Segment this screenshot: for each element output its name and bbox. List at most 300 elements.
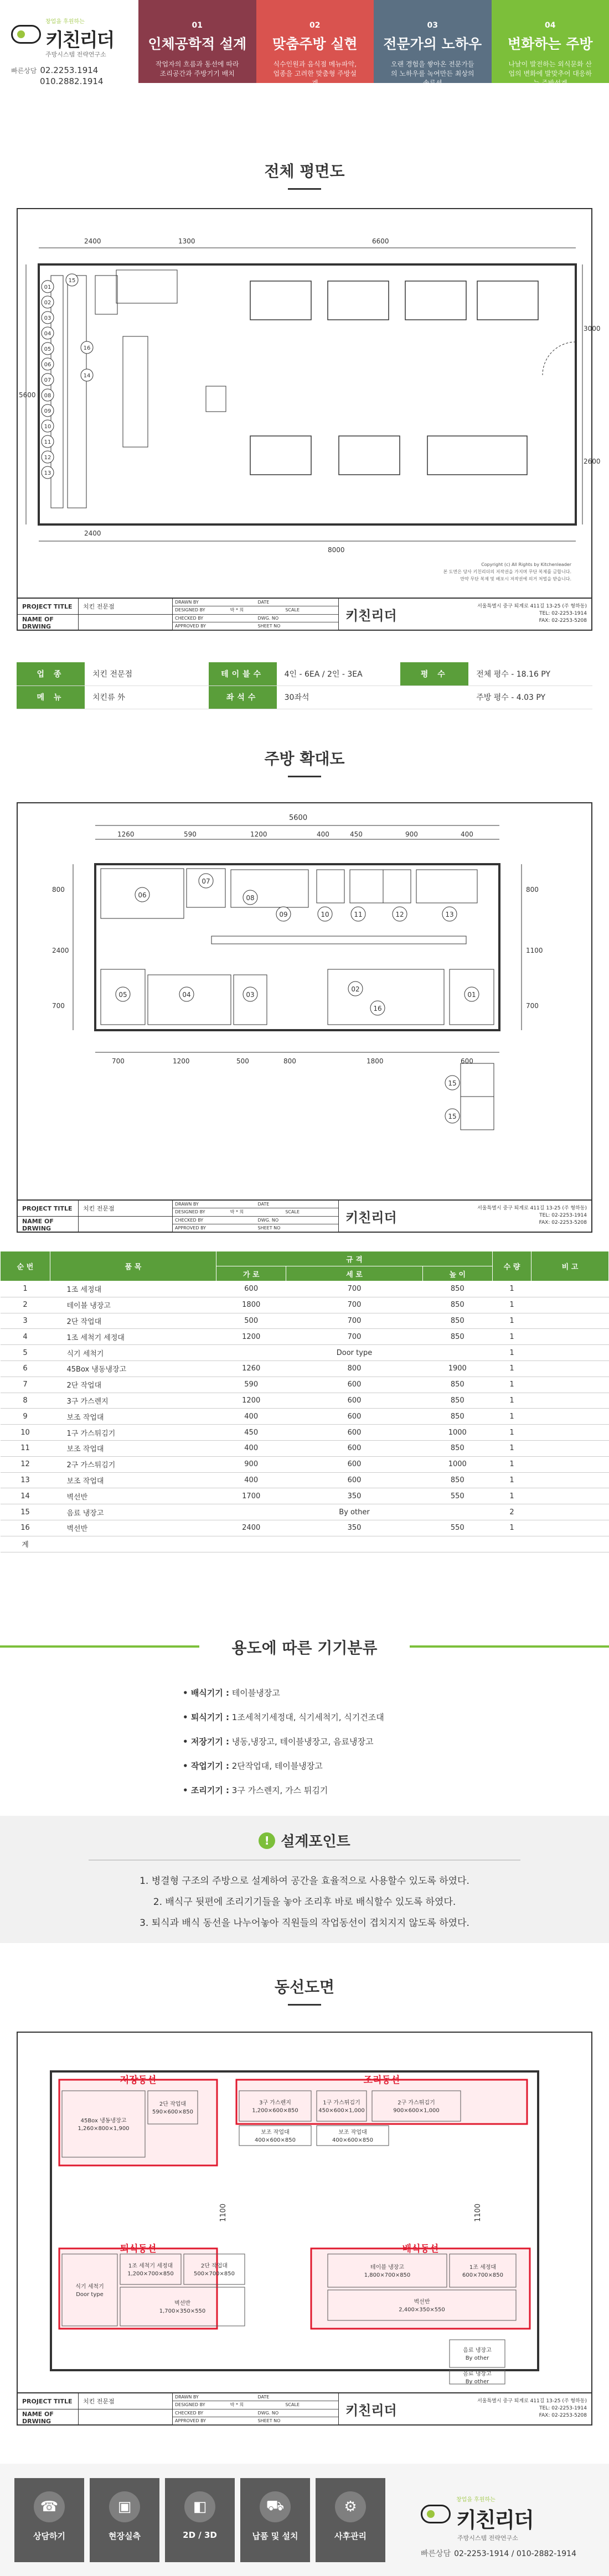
- detail-label-13: [442, 907, 457, 921]
- service-tile-1[interactable]: [14, 2478, 84, 2562]
- table-row: [1, 1377, 609, 1393]
- flow-item: [450, 2370, 505, 2385]
- equipment-header: 세 로: [286, 1266, 422, 1281]
- table-cell: 1: [493, 1377, 531, 1393]
- table-cell: 1조 세정대: [50, 1281, 216, 1297]
- table-cell: 계: [1, 1536, 50, 1552]
- svg-text:05: 05: [118, 991, 127, 999]
- classification-item: • 배식기기 : 테이블냉장고: [183, 1688, 280, 1698]
- svg-text:저장동선: 저장동선: [120, 2075, 157, 2086]
- detail-dim-left-2: 2400: [52, 947, 69, 954]
- detail-dim-top-3: 1200: [250, 830, 267, 838]
- service-icon: ☎: [34, 2491, 65, 2522]
- page-footer: [0, 2464, 609, 2576]
- service-icon: ◧: [184, 2491, 215, 2522]
- table-cell: 600: [286, 1393, 422, 1409]
- detail-dim-left-1: 800: [52, 886, 65, 894]
- footer-brand: [421, 2495, 576, 2559]
- feature-title: 변화하는 주방: [507, 36, 593, 52]
- flow-plan-title: 동선도면: [0, 1975, 609, 2006]
- classification-label: 퇴식기기 :: [190, 1712, 229, 1722]
- page-header: [0, 0, 609, 87]
- detail-label-11: [351, 907, 365, 921]
- table-cell: 음료 냉장고: [50, 1504, 216, 1520]
- plan-label-01: [42, 281, 54, 293]
- plan-dim-left: 5600: [19, 391, 36, 399]
- service-tile-5[interactable]: [316, 2478, 385, 2562]
- table-cell: 1000: [422, 1425, 492, 1441]
- svg-text:식기 세척기: 식기 세척기: [75, 2284, 104, 2290]
- classification-value: 3구 가스렌지, 가스 튀김기: [231, 1785, 328, 1795]
- classification-value: 냉동,냉장고, 테이블냉장고, 음료냉장고: [231, 1737, 374, 1747]
- detail-dim-top-1: 1260: [117, 830, 135, 838]
- tb-logo: 키친리더: [345, 607, 397, 624]
- detail-dim-bottom-1: 700: [112, 1057, 125, 1065]
- plan-label-12: [42, 451, 54, 463]
- service-label: 납품 및 설치: [252, 2531, 298, 2541]
- table-cell: 1: [493, 1456, 531, 1472]
- table-cell: 2단 작업대: [50, 1313, 216, 1329]
- svg-text:1,800×700×850: 1,800×700×850: [364, 2272, 411, 2278]
- flow-plan-svg: [18, 2033, 591, 2391]
- table-cell: 벽선반: [50, 1520, 216, 1536]
- table-cell: 850: [422, 1297, 492, 1313]
- footer-logo-tag: 주방시스템 전략연구소: [457, 2535, 518, 2542]
- table-cell: 1: [493, 1472, 531, 1488]
- table-cell: 600: [286, 1456, 422, 1472]
- svg-text:1,260×800×1,900: 1,260×800×1,900: [78, 2126, 130, 2132]
- svg-text:09: 09: [44, 408, 51, 414]
- svg-text:11: 11: [354, 911, 363, 918]
- svg-text:보조 작업대: 보조 작업대: [261, 2130, 290, 2136]
- table-cell: 400: [216, 1440, 286, 1456]
- table-row: [1, 1488, 609, 1504]
- table-cell: 1: [493, 1409, 531, 1425]
- feature-title: 전문가의 노하우: [383, 36, 482, 52]
- table-cell: 400: [216, 1472, 286, 1488]
- svg-text:03: 03: [246, 991, 255, 999]
- service-icon: ⚙: [335, 2491, 366, 2522]
- table-cell: 8: [1, 1393, 50, 1409]
- svg-text:400×600×850: 400×600×850: [254, 2137, 296, 2143]
- service-tile-4[interactable]: [240, 2478, 310, 2562]
- flow-zone-4: [311, 2243, 530, 2329]
- tb-labels: PROJECT TITLE NAME OF DRWING: [18, 2393, 79, 2424]
- table-cell: 45Box 냉동냉장고: [50, 1360, 216, 1377]
- table-cell: 450: [216, 1425, 286, 1441]
- svg-text:벽선반: 벽선반: [414, 2299, 430, 2305]
- equipment-header: 가 로: [216, 1266, 286, 1281]
- plan-label-05: [42, 342, 54, 355]
- table-cell: 2: [493, 1504, 531, 1520]
- feature-number: 04: [545, 21, 556, 30]
- table-cell: 테이블 냉장고: [50, 1297, 216, 1313]
- table-cell: 1: [493, 1313, 531, 1329]
- table-cell: [531, 1409, 609, 1425]
- svg-text:1,200×600×850: 1,200×600×850: [252, 2107, 298, 2114]
- detail-dim-right-3: 700: [526, 1002, 539, 1010]
- detail-dim-top-7: 400: [461, 830, 473, 838]
- table-cell: 850: [422, 1472, 492, 1488]
- detail-equipment-labels: [116, 874, 479, 1123]
- plan-label-14: [81, 369, 93, 381]
- classification-list: [183, 1681, 570, 1803]
- table-row: [1, 1472, 609, 1488]
- svg-text:16: 16: [373, 1005, 382, 1012]
- info-value: 전체 평수 - 18.16 PY: [468, 662, 592, 685]
- table-cell: 700: [286, 1329, 422, 1345]
- floor-plan-svg: [18, 209, 601, 596]
- table-cell: 550: [422, 1520, 492, 1536]
- svg-text:450×600×1,000: 450×600×1,000: [318, 2107, 365, 2114]
- table-cell: 550: [422, 1488, 492, 1504]
- detail-label-15: [445, 1109, 460, 1123]
- table-cell: [422, 1504, 492, 1520]
- table-cell: [531, 1377, 609, 1393]
- detail-label-01: [465, 987, 479, 1001]
- tb-signoff: DRAWN BY DATE DESIGNED BY 박 * 희 SCALE CHECKED BY DWG. NO APPROVED BY SHEET NO: [173, 1201, 339, 1232]
- feature-card-4: [492, 0, 609, 87]
- detail-dim-total: 5600: [289, 814, 308, 822]
- table-cell: 보조 작업대: [50, 1472, 216, 1488]
- classification-label: 조리기기 :: [190, 1785, 229, 1795]
- info-row: [17, 685, 592, 709]
- info-value: 주방 평수 - 4.03 PY: [468, 685, 592, 709]
- table-cell: 1200: [216, 1393, 286, 1409]
- feature-card-1: [138, 0, 256, 83]
- table-cell: 1조 세척기 세정대: [50, 1329, 216, 1345]
- equipment-table: [0, 1251, 609, 1552]
- svg-text:07: 07: [202, 877, 210, 885]
- detail-label-02: [348, 981, 363, 996]
- feature-desc: 오랜 경험을 쌓아온 전문가들의 노하우를 녹여만든 최상의 솔루션: [390, 60, 474, 87]
- table-cell: [286, 1536, 422, 1552]
- table-row: [1, 1536, 609, 1552]
- table-cell: 보조 작업대: [50, 1409, 216, 1425]
- table-cell: 2구 가스튀김기: [50, 1456, 216, 1472]
- footer-contact[interactable]: 빠른상담 02-2253-1914 / 010-2882-1914: [421, 2549, 576, 2558]
- tb-project-value: 치킨 전문점: [79, 1201, 173, 1232]
- table-cell: 1: [493, 1393, 531, 1409]
- info-value: 치킨 전문점: [85, 662, 209, 685]
- detail-dim-top-2: 590: [184, 830, 197, 838]
- detail-label-09: [276, 907, 291, 921]
- tb-signoff: DRAWN BY DATE DESIGNED BY 박 * 희 SCALE CHECKED BY DWG. NO APPROVED BY SHEET NO: [173, 599, 339, 630]
- table-row: [1, 1345, 609, 1361]
- plan-dim-top-1: 2400: [84, 237, 101, 245]
- table-cell: 10: [1, 1425, 50, 1441]
- plan-titleblock: [18, 598, 591, 630]
- table-cell: 600: [216, 1281, 286, 1297]
- table-row: [1, 1440, 609, 1456]
- plan-label-04: [42, 327, 54, 339]
- table-cell: Door type: [286, 1345, 422, 1361]
- table-cell: [531, 1313, 609, 1329]
- detail-titleblock: [18, 1199, 591, 1232]
- svg-text:Door type: Door type: [76, 2292, 104, 2298]
- table-cell: [216, 1504, 286, 1520]
- service-tile-3[interactable]: [165, 2478, 235, 2562]
- svg-text:04: 04: [44, 331, 51, 337]
- table-cell: 590: [216, 1377, 286, 1393]
- exclamation-icon: !: [259, 1832, 275, 1849]
- table-cell: [531, 1488, 609, 1504]
- table-cell: 500: [216, 1313, 286, 1329]
- flow-dim-left: 1100: [219, 2203, 228, 2222]
- design-points-panel: [0, 1816, 609, 1943]
- info-label: 테이블수: [209, 662, 277, 685]
- info-label: 메 뉴: [17, 685, 85, 709]
- table-cell: 식기 세척기: [50, 1345, 216, 1361]
- detail-dim-right-1: 800: [526, 886, 539, 894]
- table-cell: 1700: [216, 1488, 286, 1504]
- service-label: 사후관리: [334, 2531, 367, 2541]
- flow-zone-2: [236, 2074, 527, 2124]
- contact-phone-2[interactable]: 010.2882.1914: [40, 76, 104, 86]
- table-cell: [531, 1329, 609, 1345]
- table-cell: 850: [422, 1281, 492, 1297]
- table-cell: 850: [422, 1329, 492, 1345]
- svg-text:1조 세척기 세정대: 1조 세척기 세정대: [128, 2263, 173, 2269]
- plan-label-03: [42, 311, 54, 324]
- svg-text:15: 15: [448, 1079, 457, 1087]
- svg-text:1조 세정대: 1조 세정대: [469, 2265, 497, 2271]
- tb-project-value: 치킨 전문점: [79, 599, 173, 630]
- info-label: [400, 685, 468, 709]
- feature-title: 맞춤주방 실현: [272, 36, 358, 52]
- svg-text:1구 가스튀김기: 1구 가스튀김기: [323, 2100, 360, 2106]
- divider-right: [410, 1645, 609, 1648]
- feature-desc: 식수인원과 음식점 메뉴파악, 업종을 고려한 맞춤형 주방설계: [273, 60, 357, 87]
- table-cell: 1800: [216, 1297, 286, 1313]
- detail-dim-top-4: 400: [317, 830, 329, 838]
- table-row: [1, 1360, 609, 1377]
- table-cell: By other: [286, 1504, 422, 1520]
- detail-label-05: [116, 987, 130, 1001]
- detail-dim-bottom-3: 500: [236, 1057, 249, 1065]
- kitchen-detail-title: 주방 확대도: [0, 747, 609, 777]
- table-cell: 1: [493, 1488, 531, 1504]
- svg-text:2단 작업대: 2단 작업대: [200, 2263, 228, 2269]
- table-cell: 15: [1, 1504, 50, 1520]
- classification-label: 배식기기 :: [190, 1688, 229, 1698]
- table-cell: 3구 가스렌지: [50, 1393, 216, 1409]
- info-label: 좌석수: [209, 685, 277, 709]
- svg-text:03: 03: [44, 315, 51, 321]
- table-cell: 700: [286, 1297, 422, 1313]
- svg-text:1,200×700×850: 1,200×700×850: [127, 2271, 174, 2277]
- table-cell: 1260: [216, 1360, 286, 1377]
- svg-text:11: 11: [44, 439, 51, 445]
- svg-text:600×700×850: 600×700×850: [462, 2272, 504, 2278]
- table-cell: 1: [493, 1360, 531, 1377]
- svg-text:14: 14: [83, 373, 91, 379]
- table-cell: 14: [1, 1488, 50, 1504]
- table-cell: 1: [493, 1345, 531, 1361]
- tb-project-value: 치킨 전문점: [79, 2393, 173, 2424]
- table-cell: 1구 가스튀김기: [50, 1425, 216, 1441]
- table-cell: 700: [286, 1313, 422, 1329]
- table-cell: 1900: [422, 1360, 492, 1377]
- detail-dim-top-5: 450: [350, 830, 363, 838]
- brand-block: [0, 0, 138, 86]
- service-tile-2[interactable]: [90, 2478, 159, 2562]
- info-value: 30좌석: [277, 685, 401, 709]
- floor-plan-title: 전체 평면도: [0, 159, 609, 190]
- table-cell: [531, 1297, 609, 1313]
- service-icon: ⛟: [260, 2491, 291, 2522]
- feature-card-3: [374, 0, 492, 87]
- svg-text:01: 01: [44, 284, 51, 290]
- equipment-header: 수 량: [493, 1251, 531, 1281]
- table-cell: 850: [422, 1440, 492, 1456]
- table-cell: 3: [1, 1313, 50, 1329]
- store-info-table: [17, 662, 592, 709]
- svg-text:01: 01: [467, 991, 476, 999]
- table-cell: 600: [286, 1440, 422, 1456]
- classification-item: • 조리기기 : 3구 가스렌지, 가스 튀김기: [183, 1785, 328, 1795]
- footer-logo-icon: [421, 2505, 451, 2523]
- classification-item: • 저장기기 : 냉동,냉장고, 테이블냉장고, 음료냉장고: [183, 1737, 374, 1747]
- table-cell: 1000: [422, 1456, 492, 1472]
- table-cell: 4: [1, 1329, 50, 1345]
- flow-item: [317, 2126, 389, 2146]
- table-cell: 2: [1, 1297, 50, 1313]
- design-point: 2. 배식구 뒷편에 조리기기들을 놓아 조리후 바로 배식할수 있도록 하였다.: [153, 1897, 456, 1908]
- table-cell: 9: [1, 1409, 50, 1425]
- plan-label-11: [42, 435, 54, 448]
- svg-text:2단 작업대: 2단 작업대: [159, 2101, 187, 2107]
- plan-dim-top-2: 1300: [178, 237, 195, 245]
- table-cell: [531, 1472, 609, 1488]
- plan-label-07: [42, 373, 54, 386]
- detail-dim-top-6: 900: [405, 830, 418, 838]
- tb-labels: PROJECT TITLE NAME OF DRWING: [18, 1201, 79, 1232]
- svg-text:08: 08: [246, 894, 255, 902]
- feature-number: 03: [427, 21, 438, 30]
- table-cell: 600: [286, 1472, 422, 1488]
- detail-label-06: [135, 887, 149, 902]
- kitchen-detail-drawing: [17, 802, 592, 1233]
- contact-phone-1: 빠른상담 02.2253.1914: [11, 65, 99, 75]
- svg-text:09: 09: [279, 911, 288, 918]
- design-point: 3. 퇴식과 배식 동선을 나누어놓아 직원들의 작업동선이 겹치지지 않도록 하였다.: [140, 1918, 469, 1929]
- classification-value: 2단작업대, 테이블냉장고: [231, 1761, 323, 1771]
- design-points-divider: [89, 1860, 520, 1861]
- table-cell: 850: [422, 1393, 492, 1409]
- classification-item: • 작업기기 : 2단작업대, 테이블냉장고: [183, 1761, 323, 1771]
- feature-desc: 나날이 발전하는 외식문화 산업의 변화에 발맞추어 대응하는 주방설계: [508, 60, 592, 87]
- table-cell: [531, 1281, 609, 1297]
- svg-text:10: 10: [44, 424, 51, 430]
- svg-text:13: 13: [44, 470, 51, 476]
- table-cell: [216, 1536, 286, 1552]
- svg-text:08: 08: [44, 393, 51, 399]
- svg-text:04: 04: [182, 991, 191, 999]
- classification-label: 작업기기 :: [190, 1761, 229, 1771]
- svg-text:500×700×850: 500×700×850: [193, 2271, 235, 2277]
- table-cell: 보조 작업대: [50, 1440, 216, 1456]
- table-cell: [531, 1520, 609, 1536]
- detail-dim-right-2: 1100: [526, 947, 543, 954]
- plan-dim-bottom: 8000: [328, 546, 345, 554]
- plan-label-13: [42, 466, 54, 479]
- table-row: [1, 1313, 609, 1329]
- design-points-title: 설계포인트: [281, 1834, 350, 1850]
- tb-logo: 키친리더: [345, 1209, 397, 1225]
- plan-label-08: [42, 389, 54, 401]
- flow-item: [239, 2126, 311, 2146]
- svg-text:900×600×1,000: 900×600×1,000: [393, 2107, 440, 2114]
- table-cell: 벽선반: [50, 1488, 216, 1504]
- svg-text:1,700×350×550: 1,700×350×550: [159, 2308, 206, 2314]
- table-cell: 1: [493, 1440, 531, 1456]
- detail-label-04: [179, 987, 194, 1001]
- table-cell: [531, 1440, 609, 1456]
- table-cell: 400: [216, 1409, 286, 1425]
- table-cell: 11: [1, 1440, 50, 1456]
- plan-dim-right-1: 3000: [584, 325, 601, 333]
- flow-item: [450, 2340, 505, 2367]
- plan-label-09: [42, 404, 54, 417]
- detail-label-08: [243, 890, 257, 905]
- copyright-line-2: 본 도면은 당사 키친리더의 저작권을 가지며 무단 복제를 금합니다.: [443, 569, 571, 574]
- tb-address: 서울특별시 중구 퇴계로 411길 13-25 (주 형하동) TEL: 02-2253-1914 FAX: 02-2253-5208: [477, 2398, 587, 2418]
- table-cell: 600: [286, 1425, 422, 1441]
- detail-label-12: [393, 907, 407, 921]
- table-cell: [531, 1425, 609, 1441]
- table-cell: 2단 작업대: [50, 1377, 216, 1393]
- svg-text:590×600×850: 590×600×850: [152, 2109, 194, 2115]
- detail-label-15: [445, 1076, 460, 1090]
- table-cell: [422, 1536, 492, 1552]
- tb-address: 서울특별시 중구 퇴계로 411길 13-25 (주 형하동) TEL: 02-2253-1914 FAX: 02-2253-5208: [477, 604, 587, 624]
- equipment-header: 비 고: [531, 1251, 609, 1281]
- plan-label-16: [81, 341, 93, 354]
- table-cell: 5: [1, 1345, 50, 1361]
- svg-text:15: 15: [448, 1113, 457, 1120]
- table-cell: 1: [493, 1281, 531, 1297]
- detail-label-10: [318, 907, 332, 921]
- tb-address: 서울특별시 중구 퇴계로 411길 13-25 (주 형하동) TEL: 02-2253-1914 FAX: 02-2253-5208: [477, 1206, 587, 1225]
- info-value: 4인 - 6EA / 2인 - 3EA: [277, 662, 401, 685]
- plan-label-02: [42, 296, 54, 308]
- svg-text:12: 12: [44, 455, 51, 461]
- table-cell: 16: [1, 1520, 50, 1536]
- feature-title: 인체공학적 설계: [148, 36, 247, 52]
- feature-strip: [138, 0, 609, 87]
- table-cell: 850: [422, 1313, 492, 1329]
- svg-text:2구 가스튀김기: 2구 가스튀김기: [398, 2100, 435, 2106]
- table-row: [1, 1393, 609, 1409]
- svg-text:02: 02: [351, 985, 360, 993]
- plan-dim-right-2: 2600: [584, 458, 601, 465]
- plan-dim-bottom-2: 2400: [84, 529, 101, 537]
- svg-text:07: 07: [44, 377, 51, 383]
- table-cell: [531, 1536, 609, 1552]
- svg-text:16: 16: [83, 345, 91, 351]
- table-row: [1, 1409, 609, 1425]
- equipment-header: 순 번: [1, 1251, 50, 1281]
- table-cell: 700: [286, 1281, 422, 1297]
- flow-plan-drawing: [17, 2032, 592, 2426]
- svg-text:조리동선: 조리동선: [363, 2075, 400, 2086]
- table-cell: 600: [286, 1377, 422, 1393]
- svg-text:02: 02: [44, 300, 51, 306]
- equipment-header: 품 목: [50, 1251, 216, 1281]
- table-cell: 1200: [216, 1329, 286, 1345]
- table-cell: [531, 1393, 609, 1409]
